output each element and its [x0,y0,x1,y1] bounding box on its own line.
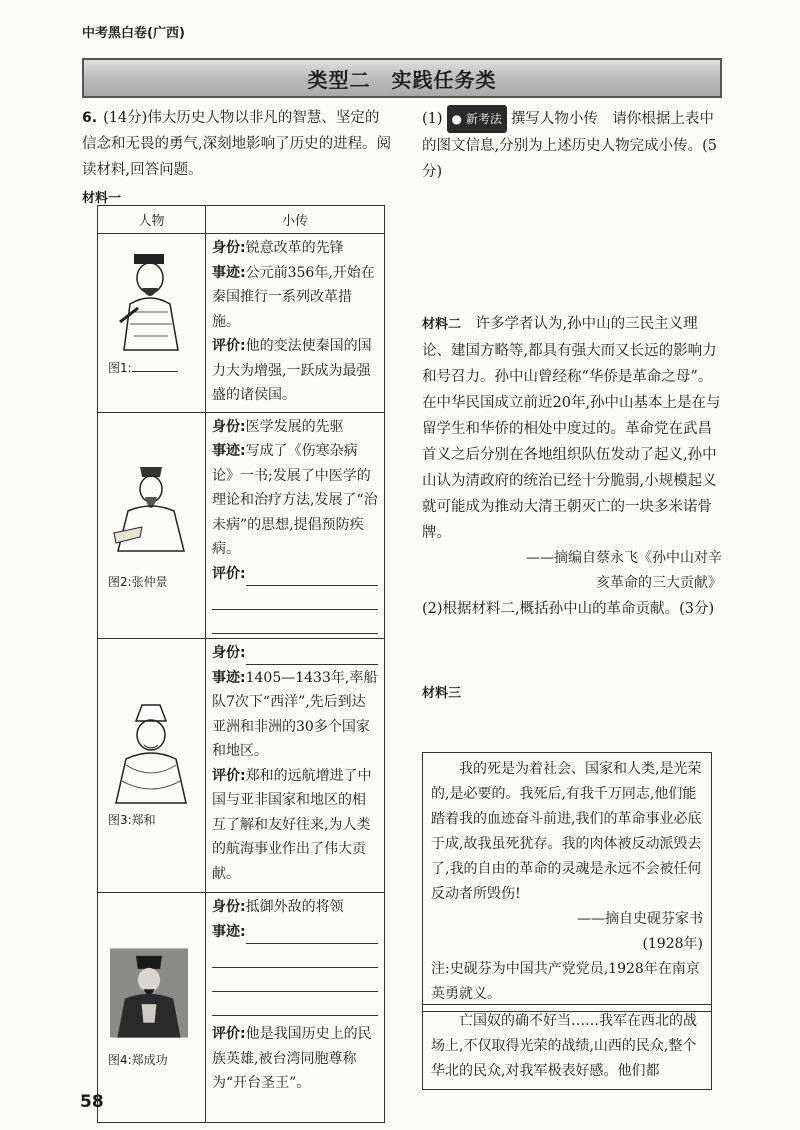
material3-note: 注:史砚芬为中国共产党党员,1928年在南京英勇就义。 [431,961,700,1002]
material1-label: 材料一 [82,191,122,206]
deeds-answer-blank[interactable] [246,920,378,944]
figure-caption: 图2:张仲景 [108,574,168,589]
left-column [82,105,392,206]
identity-text: 医学发展的先驱 [245,418,344,435]
material2-paragraph [422,311,722,546]
material3-quote-year: (1928年) [642,936,703,952]
shang-yang-portrait-image [112,252,190,352]
question-intro: 6. (14分)伟大历史人物以非凡的智慧、坚定的信念和无畏的勇气,深刻地影响了历史的进程。阅读材料,回答问题。 [82,110,392,178]
right-column [422,105,722,701]
identity-text: 抵御外敌的将领 [245,899,344,915]
zheng-he-portrait-image [112,701,190,805]
page-number: 58 [80,1092,104,1112]
answer-blank-line[interactable] [212,586,378,610]
answer-space[interactable] [422,185,722,311]
biography-table [97,205,385,1123]
portrait-cell [98,412,206,639]
figure-caption: 图3:郑和 [108,813,156,827]
answer-blank-line[interactable] [212,610,378,634]
material2-text: 许多学者认为,孙中山的三民主义理论、建国方略等,都具有强大而又长远的影响力和号召力。孙中山曾经称“华侨是革命之母”。在中华民国成立前近20年,孙中山基本上是在与留学生和华侨的相处中度过的。革命党在武昌首义之后分别在各地组织队伍发动了起义,孙中山认为清政府的统治已经十分脆弱,小规模起义就可能成为推动大清王朝灭亡的一块多米诺骨牌。 [422,316,721,541]
answer-blank-line[interactable] [212,944,378,968]
material3-label: 材料三 [422,686,462,701]
series-title: 中考黑白卷(广西) [82,26,185,41]
material3-quote2: 亡国奴的确不好当……我军在西北的战场上,不仅取得光荣的战绩,山西的民众,整个华北的民众,对我军极表好感。他们都 [431,1013,697,1079]
bio-cell: 身份: 事迹:1405—1433年,率船队7次下“西洋”,先后到达亚洲和非洲的30多个国家和地区。 评价:郑和的远航增进了中国与亚非国家和地区的相互了解和友好往来,为人类的航海事业作出了伟大贡献。 [206,639,385,893]
deeds-text: 写成了《伤寒杂病论》一书;发展了中医学的理论和治疗方法,发展了“治未病”的思想,提倡预防疾病。 [212,443,378,557]
section-banner [82,58,722,98]
bio-cell: 身份:抵御外敌的将领 事迹: 评价:他是我国历史上的民族英雄,被台湾同胞尊称为“开台圣王”。 [206,893,385,1123]
material2-label: 材料二 [422,317,462,332]
table-row [98,639,385,893]
figure-caption: 图1: [108,358,178,376]
table-header-row [98,206,385,234]
zheng-chenggong-portrait-image [110,945,188,1041]
material2-source-2: 亥革命的三大贡献》 [596,575,722,591]
deeds-text: 1405—1433年,率船队7次下“西洋”,先后到达亚洲和非洲的30多个国家和地区。 [212,669,378,759]
evaluation-answer-blank[interactable] [246,562,378,586]
new-format-badge: ● 新考法 [447,105,507,133]
material3-quote: 我的死是为着社会、国家和人类,是光荣的,是必要的。我死后,有我千万同志,他们能踏着我的血迹奋斗前进,我们的革命事业必底于成,故我虽死犹存。我的肉体被反动派毁去了,我的自由的革命的灵魂是永远不会被任何反动者所毁伤! [431,761,702,902]
material3-quote-box [422,752,712,1012]
bio-cell: 身份:医学发展的先驱 事迹:写成了《伤寒杂病论》一书;发展了中医学的理论和治疗方法,发展了“治未病”的思想,提倡预防疾病。 评价: [206,412,385,639]
material3-quote2-box [422,1004,712,1090]
evaluation-text: 郑和的远航增进了中国与亚非国家和地区的相互了解和友好往来,为人类的航海事业作出了伟大贡献。 [212,767,372,882]
answer-space[interactable] [422,622,722,682]
question-1: (1) ● 新考法 撰写人物小传 请你根据上表中的图文信息,分别为上述历史人物完成小传。(5分) [422,105,722,185]
figure-caption: 图4:郑成功 [108,1053,168,1067]
bio-cell: 身份:锐意改革的先锋 事迹:公元前356年,开始在秦国推行一系列改革措施。 评价:他的变法使秦国的国力大为增强,一跃成为最强盛的诸侯国。 [206,234,385,413]
material2-source-1: ——摘编自蔡永飞《孙中山对辛 [526,550,722,566]
table-row [98,234,385,413]
material3-quote-source: ——摘自史砚芬家书 [577,911,703,927]
answer-blank-line[interactable] [212,968,378,992]
identity-text: 锐意改革的先锋 [245,240,344,256]
header-bio: 小传 [206,206,385,234]
section-title: 类型二 实践任务类 [307,67,497,92]
evaluation-text: 他的变法使秦国的国力大为增强,一跃成为最强盛的诸侯国。 [212,338,372,403]
header-person: 人物 [98,206,206,234]
caption-blank[interactable] [132,358,178,372]
question-number: 6. [82,110,98,126]
evaluation-text: 他是我国历史上的民族英雄,被台湾同胞尊称为“开台圣王”。 [212,1026,372,1091]
portrait-cell [98,639,206,893]
deeds-text: 公元前356年,开始在秦国推行一系列改革措施。 [212,264,375,330]
question-2: (2)根据材料二,概括孙中山的革命贡献。(3分) [422,601,715,617]
portrait-cell [98,893,206,1123]
portrait-cell [98,234,206,413]
zhang-zhongjing-portrait-image [112,463,190,553]
table-row [98,893,385,1123]
answer-blank-line[interactable] [212,992,378,1016]
table-row [98,412,385,639]
identity-answer-blank[interactable] [246,641,378,665]
